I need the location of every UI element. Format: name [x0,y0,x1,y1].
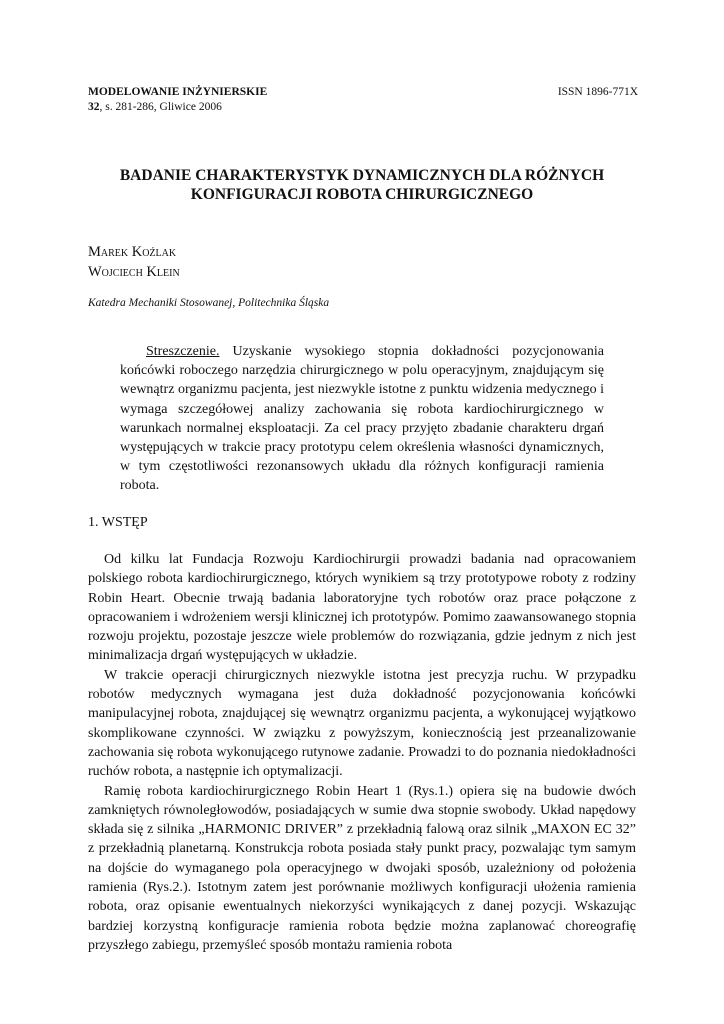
journal-citation: , s. 281-286, Gliwice 2006 [99,101,222,113]
abstract-label: Streszczenie. [146,344,220,359]
affiliation: Katedra Mechaniki Stosowanej, Politechnika Śląska [88,297,330,309]
paragraph: W trakcie operacji chirurgicznych niezwykle istotna jest precyzja ruchu. W przypadku robotów medycznych wymagana jest duża dokładność pozycjonowania końcówki manipulacyjnej robota, znajdującej się wewnątrz organizmu pacjenta, a wykonującej wyjątkowo skomplikowane czynności. W związku z powyższym, koniecznością jest przeanalizowanie zachowania się robota wykonującego rutynowe zadanie. Prowadzi to do poznania niedokładności ruchów robota, a następnie ich optymalizacji. [88,667,636,780]
journal-name: MODELOWANIE INŻYNIERSKIE [88,86,268,98]
paper-title [70,166,654,204]
author: Marek Koźlak [88,244,177,260]
issn: ISSN 1896-771X [557,86,638,98]
author-list [88,242,180,282]
title-line-2: KONFIGURACJI ROBOTA CHIRURGICZNEGO [190,186,534,203]
abstract-text: Uzyskanie wysokiego stopnia dokładności pozycjonowania końcówki roboczego narzędzia chirurgicznego w polu operacyjnym, znajdującym się wewnątrz organizmu pacjenta, jest niezwykle istotne z punktu widzenia medycznego i wymaga szczegółowej analizy zachowania się robota kardiochirurgicznego w warunkach normalnej eksploatacji. Za cel pracy przyjęto zbadanie charakteru drgań występujących w trakcie pracy prototypu celem określenia własności dynamicznych, w tym częstotliwości rezonansowych układu dla różnych konfiguracji ramienia robota. [120,344,604,494]
journal-volume: 32 [88,101,100,113]
section-body [88,550,636,955]
abstract [120,342,604,496]
section-heading: 1. WSTĘP [88,515,148,530]
paragraph: Ramię robota kardiochirurgicznego Robin Heart 1 (Rys.1.) opiera się na budowie dwóch zamkniętych równoległowodów, posiadających w sumie dwa stopnie swobody. Układ napędowy składa się z silnika „HARMONIC DRIVER” z przekładnią falową oraz silnik „MAXON EC 32” z przekładnią planetarną. Konstrukcja robota posiada stały punkt pracy, pozwalając tym samym na dojście do wymaganego pola operacyjnego w dwojaki sposób, uzależniony od położenia ramienia (Rys.2.). Istotnym zatem jest porównanie możliwych konfiguracji ułożenia ramienia robota, oraz opisanie ewentualnych niekorzyści wynikających z danej pozycji. Wskazując bardziej korzystną konfiguracje ramienia robota będzie można zaplanować choreografię przyszłego zabiegu, przemyśleć sposób montażu ramienia robota [88,783,636,953]
journal-header [88,85,267,115]
paragraph: Od kilku lat Fundacja Rozwoju Kardiochirurgii prowadzi badania nad opracowaniem polskiego robota kardiochirurgicznego, których wynikiem są trzy prototypowe roboty z rodziny Robin Heart. Obecnie trwają badania laboratoryjne tych robotów oraz prace połączone z opracowaniem i wdrożeniem wersji klinicznej ich prototypów. Pomimo zaawansowanego stopnia rozwoju projektu, pozostaje jeszcze wiele problemów do rozwiązania, gdzie jednym z nich jest minimalizacja drgań występujących w układzie. [88,552,636,664]
author: Wojciech Klein [88,264,180,280]
title-line-1: BADANIE CHARAKTERYSTYK DYNAMICZNYCH DLA RÓŻNYCH [119,167,605,184]
